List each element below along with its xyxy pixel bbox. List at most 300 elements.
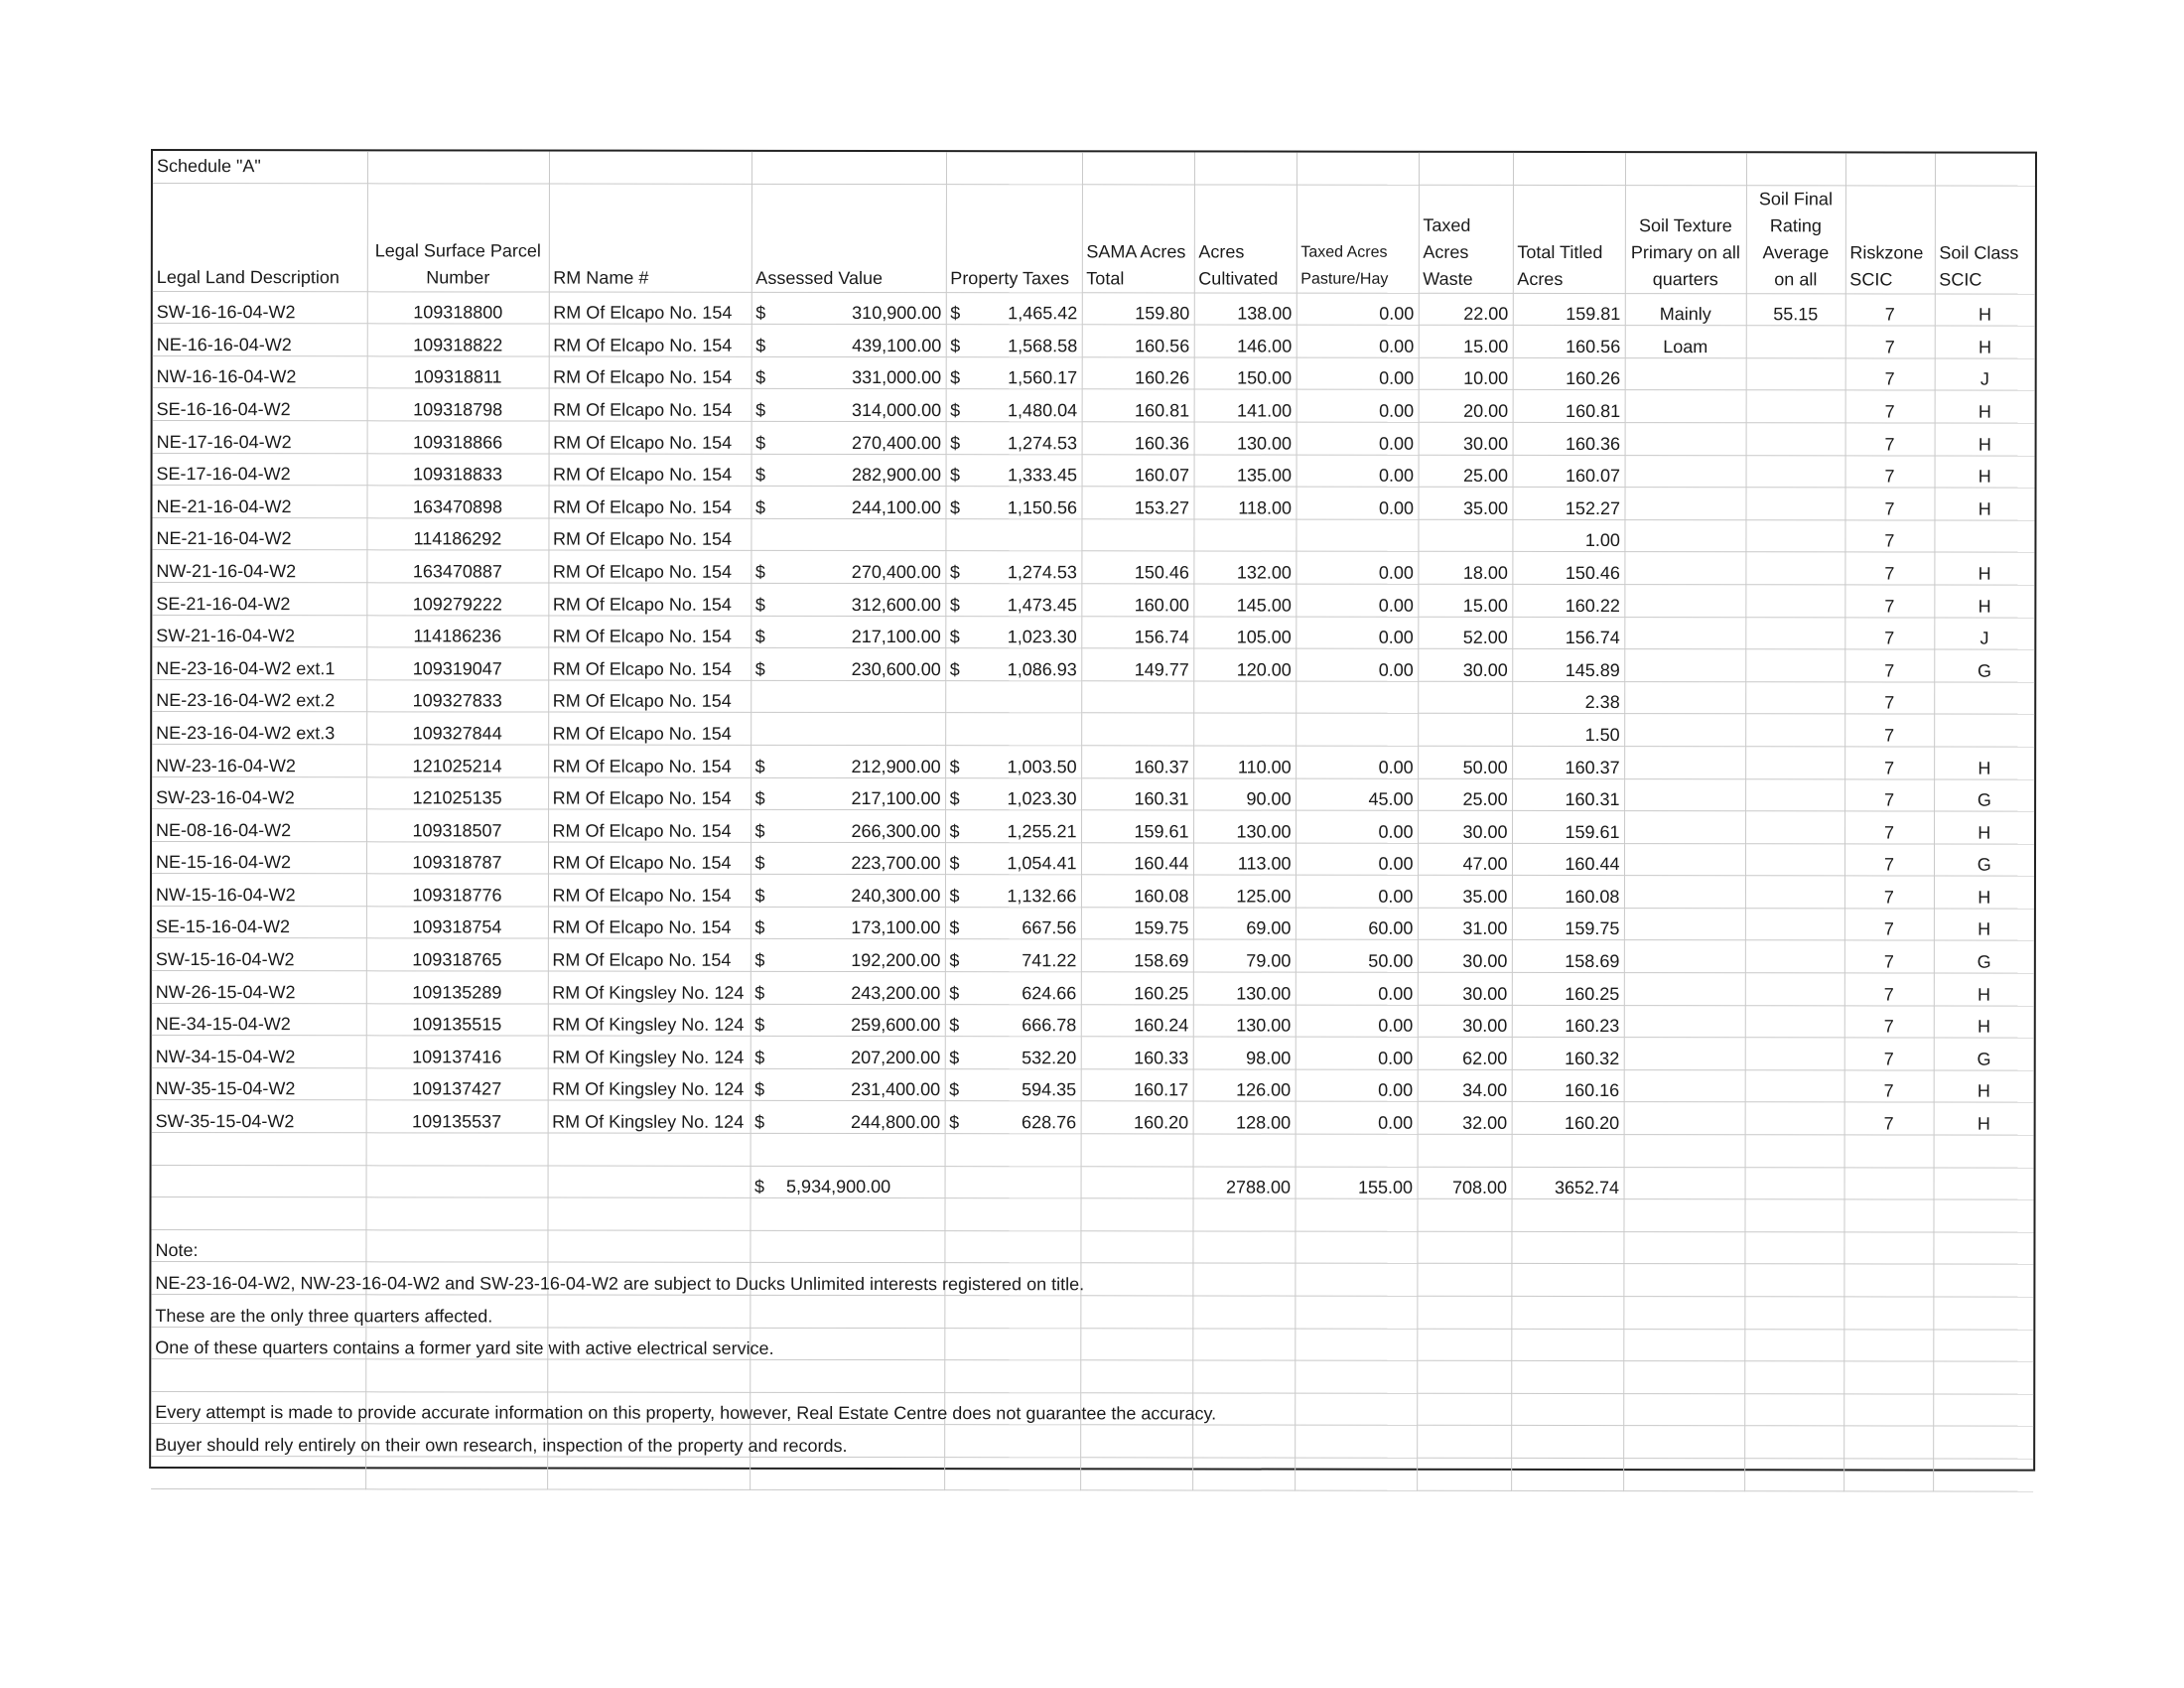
empty-cell — [1623, 1264, 1744, 1297]
cell-rm-name: RM Of Elcapo No. 154 — [548, 939, 751, 972]
amount: 1,274.53 — [1007, 562, 1077, 583]
cell-soil-class: H — [1934, 1070, 2034, 1103]
cell-pasture: 0.00 — [1296, 617, 1418, 649]
cell-riskzone: 7 — [1845, 455, 1935, 488]
cell-taxes — [945, 907, 1081, 939]
cell-assessed — [751, 1037, 945, 1069]
empty-cell — [547, 1457, 750, 1489]
cell-sama: 160.00 — [1081, 584, 1193, 617]
currency-symbol: $ — [754, 982, 765, 1003]
money-value — [755, 594, 941, 615]
table-row — [152, 1067, 2034, 1102]
cell-cultivated: 130.00 — [1193, 1005, 1296, 1038]
amount: 212,900.00 — [851, 756, 941, 776]
empty-cell — [1080, 1198, 1192, 1231]
cell-riskzone: 7 — [1844, 876, 1934, 909]
empty-cell — [548, 1133, 751, 1166]
cell-assessed — [751, 356, 946, 389]
cell-taxes — [945, 487, 1081, 519]
empty-cell — [1511, 1264, 1623, 1297]
empty-cell — [1844, 1168, 1934, 1200]
empty-cell — [750, 1230, 944, 1263]
money-value — [755, 400, 941, 421]
cell-parcel: 109318765 — [366, 938, 548, 971]
empty-cell — [1744, 1394, 1843, 1427]
empty-cell — [547, 1230, 750, 1263]
cell-pasture: 0.00 — [1297, 293, 1419, 326]
empty-cell — [1843, 1426, 1933, 1459]
money-value — [950, 433, 1077, 454]
empty-cell — [1192, 1458, 1295, 1490]
cell-rm-name: RM Of Kingsley No. 124 — [548, 1068, 751, 1101]
cell-waste: 22.00 — [1419, 293, 1513, 326]
cell-pasture: 0.00 — [1296, 810, 1418, 843]
cell-riskzone: 7 — [1844, 617, 1934, 649]
cell-titled: 160.44 — [1512, 843, 1624, 876]
empty-cell — [1623, 1459, 1744, 1491]
amount: 1,003.50 — [1007, 756, 1077, 776]
amount: 310,900.00 — [852, 303, 942, 324]
note-row — [151, 1327, 2033, 1361]
cell-rm-name: RM Of Kingsley No. 124 — [548, 1036, 751, 1068]
cell-soil-class: H — [1935, 423, 2035, 456]
table-row — [152, 874, 2034, 909]
note-heading: Note: — [151, 1229, 365, 1262]
empty-cell — [1744, 1361, 1843, 1394]
cell-sama: 160.37 — [1081, 746, 1193, 778]
empty-cell — [944, 1296, 1080, 1329]
empty-cell — [944, 1328, 1080, 1360]
amount: 532.20 — [1022, 1048, 1077, 1068]
header-riskzone: Riskzone SCIC — [1845, 185, 1935, 293]
table-row — [152, 712, 2034, 747]
amount: 1,568.58 — [1008, 335, 1078, 356]
cell-riskzone: 7 — [1844, 682, 1934, 715]
cell-rm-name: RM Of Elcapo No. 154 — [548, 647, 751, 680]
empty-cell — [1417, 1329, 1511, 1361]
empty-cell — [1417, 1199, 1511, 1232]
table-row — [152, 1003, 2034, 1038]
currency-symbol: $ — [755, 432, 766, 453]
money-value — [755, 367, 941, 388]
empty-cell — [1934, 1135, 2034, 1168]
cell-rating — [1745, 585, 1844, 618]
cell-soil-class: J — [1935, 358, 2035, 391]
cell-sama: 160.26 — [1082, 357, 1194, 390]
cell-titled: 156.74 — [1512, 617, 1624, 649]
cell-titled: 159.61 — [1512, 811, 1624, 844]
spacer-row — [152, 1133, 2034, 1168]
cell-assessed — [751, 454, 946, 487]
money-value — [755, 659, 941, 680]
empty-cell — [750, 1198, 944, 1231]
cell-rm-name: RM Of Elcapo No. 154 — [548, 550, 751, 583]
empty-cell — [1295, 1458, 1417, 1490]
empty-cell — [1843, 1459, 1933, 1491]
cell-titled: 2.38 — [1512, 681, 1624, 714]
cell-legal-land: SW-35-15-04-W2 — [152, 1100, 366, 1133]
cell-waste: 30.00 — [1418, 648, 1512, 681]
cell-legal-land: SE-15-16-04-W2 — [152, 906, 366, 938]
empty-cell — [1081, 1166, 1193, 1198]
cell-rm-name: RM Of Elcapo No. 154 — [548, 583, 751, 616]
currency-symbol: $ — [949, 950, 960, 971]
empty-cell — [1933, 1394, 2033, 1427]
cell-texture — [1624, 876, 1745, 909]
cell-waste — [1418, 519, 1512, 552]
cell-taxes — [945, 1101, 1081, 1134]
cell-riskzone: 7 — [1844, 585, 1934, 618]
money-value — [755, 497, 941, 518]
cell-sama — [1081, 519, 1193, 552]
cell-cultivated: 145.00 — [1193, 584, 1296, 617]
cell-titled: 160.81 — [1513, 390, 1625, 423]
cell-waste: 15.00 — [1418, 584, 1512, 617]
cell-texture: Loam — [1625, 326, 1746, 358]
cell-sama: 150.46 — [1081, 551, 1193, 584]
cell-soil-class: H — [1935, 326, 2035, 358]
cell-riskzone: 7 — [1844, 747, 1934, 779]
cell-parcel: 114186236 — [366, 615, 548, 647]
empty-cell — [750, 1360, 944, 1393]
cell-sama: 160.08 — [1081, 875, 1193, 908]
empty-cell — [1843, 1199, 1933, 1232]
empty-cell — [366, 1165, 548, 1197]
cell-rm-name: RM Of Elcapo No. 154 — [549, 388, 751, 421]
table-row — [152, 938, 2034, 973]
empty-cell — [366, 1133, 548, 1166]
cell-waste: 50.00 — [1418, 746, 1512, 778]
cell-taxes — [945, 746, 1081, 778]
cell-riskzone: 7 — [1844, 940, 1934, 973]
empty-cell — [1843, 1297, 1933, 1330]
total-cult: 2788.00 — [1193, 1167, 1296, 1199]
cell-parcel: 109327844 — [366, 712, 548, 745]
cell-pasture: 60.00 — [1296, 908, 1418, 940]
money-value — [950, 821, 1077, 842]
amount: 266,300.00 — [851, 820, 941, 841]
cell-legal-land: NE-17-16-04-W2 — [153, 420, 367, 453]
currency-symbol: $ — [949, 756, 960, 776]
disclaimer-line: Every attempt is made to provide accurate information on this property, however, Real Estate Centre does not guarantee the accuracy. — [151, 1391, 365, 1424]
cell-parcel: 109135515 — [366, 1003, 548, 1036]
currency-symbol: $ — [754, 756, 765, 776]
empty-cell — [1745, 1167, 1844, 1199]
cell-waste: 25.00 — [1419, 455, 1513, 488]
empty-cell — [1745, 1135, 1844, 1168]
money-value — [755, 627, 941, 647]
cell-waste: 31.00 — [1418, 908, 1512, 940]
spacer-row — [151, 1359, 2033, 1394]
cell-legal-land: NW-15-16-04-W2 — [152, 874, 366, 907]
cell-riskzone: 7 — [1844, 973, 1934, 1006]
note-row — [151, 1424, 2033, 1459]
empty-cell — [1511, 1199, 1623, 1232]
cell-cultivated: 141.00 — [1194, 389, 1297, 422]
money-value — [754, 886, 940, 907]
empty-cell — [1511, 1393, 1623, 1426]
cell-soil-class: H — [1934, 1102, 2034, 1135]
amount: 331,000.00 — [852, 367, 942, 388]
cell-cultivated: 150.00 — [1194, 357, 1297, 390]
cell-cultivated: 132.00 — [1193, 551, 1296, 584]
amount: 1,274.53 — [1007, 432, 1078, 453]
cell-titled: 1.00 — [1512, 519, 1624, 552]
empty-cell — [1080, 1425, 1192, 1458]
cell-rating — [1745, 747, 1844, 779]
cell-waste: 62.00 — [1418, 1038, 1512, 1070]
empty-cell — [1843, 1394, 1933, 1427]
cell-rating — [1745, 940, 1844, 973]
cell-titled: 160.25 — [1512, 972, 1624, 1005]
empty-cell — [1511, 1426, 1623, 1459]
money-value — [755, 788, 941, 809]
cell-riskzone: 7 — [1844, 1070, 1934, 1103]
cell-rm-name: RM Of Elcapo No. 154 — [549, 356, 751, 389]
cell-rm-name: RM Of Elcapo No. 154 — [548, 809, 751, 842]
cell-assessed — [751, 875, 945, 908]
amount: 594.35 — [1022, 1079, 1077, 1100]
cell-cultivated: 128.00 — [1193, 1101, 1296, 1134]
amount: 1,473.45 — [1007, 594, 1077, 615]
cell-riskzone: 7 — [1845, 326, 1935, 358]
cell-parcel: 109318507 — [366, 809, 548, 842]
amount: 173,100.00 — [851, 917, 941, 938]
spacer-row — [151, 1456, 2033, 1490]
cell-cultivated — [1193, 681, 1296, 714]
cell-texture — [1625, 423, 1746, 456]
cell-soil-class: G — [1934, 779, 2034, 812]
money-value — [754, 1079, 940, 1100]
cell-rating — [1745, 1038, 1844, 1070]
cell-cultivated: 90.00 — [1193, 777, 1296, 810]
cell-sama: 160.17 — [1081, 1069, 1193, 1102]
amount: 666.78 — [1022, 1015, 1077, 1036]
table-row — [152, 582, 2034, 617]
empty-cell — [1080, 1328, 1192, 1360]
cell-texture — [1624, 519, 1745, 552]
currency-symbol: $ — [754, 1177, 765, 1197]
cell-assessed — [751, 647, 945, 680]
money-value — [755, 821, 941, 842]
cell-texture — [1624, 617, 1745, 649]
money-value — [950, 367, 1077, 388]
empty-cell — [1933, 1264, 2033, 1297]
cell-pasture: 0.00 — [1296, 746, 1418, 778]
cell-sama: 160.33 — [1081, 1037, 1193, 1069]
cell-titled: 160.56 — [1513, 326, 1625, 358]
amount: 270,400.00 — [851, 561, 941, 583]
empty-cell — [1623, 1297, 1744, 1330]
cell-assessed — [751, 421, 946, 454]
cell-soil-class: H — [1934, 747, 2034, 779]
currency-symbol: $ — [950, 367, 961, 388]
cell-rm-name: RM Of Elcapo No. 154 — [548, 712, 751, 745]
money-value — [949, 1080, 1076, 1101]
header-legal-land: Legal Land Description — [153, 183, 367, 291]
empty-cell — [1623, 1393, 1744, 1426]
currency-symbol: $ — [754, 787, 765, 808]
header-row — [153, 183, 2035, 294]
money-value — [754, 983, 940, 1004]
cell-legal-land: NE-08-16-04-W2 — [152, 809, 366, 842]
currency-symbol: $ — [754, 658, 765, 679]
cell-texture — [1624, 908, 1745, 940]
cell-assessed — [751, 583, 945, 616]
cell-titled: 160.16 — [1512, 1069, 1624, 1102]
empty-cell — [1192, 1231, 1295, 1264]
cell-assessed — [751, 325, 946, 357]
cell-texture: Mainly — [1625, 293, 1746, 326]
empty-cell — [1295, 1329, 1417, 1361]
currency-symbol: $ — [754, 917, 765, 938]
cell-taxes — [945, 616, 1081, 648]
empty-cell — [1933, 1361, 2033, 1394]
money-value — [754, 1048, 940, 1068]
cell-taxes — [946, 454, 1082, 487]
cell-sama: 159.61 — [1081, 810, 1193, 843]
cell-texture — [1625, 455, 1746, 488]
cell-rm-name: RM Of Kingsley No. 124 — [548, 1004, 751, 1037]
currency-symbol: $ — [755, 465, 766, 486]
cell-legal-land: NW-16-16-04-W2 — [153, 355, 367, 388]
money-value — [949, 918, 1076, 939]
cell-soil-class: H — [1934, 909, 2034, 941]
empty-cell — [1744, 1199, 1843, 1232]
empty-cell — [1192, 1425, 1295, 1458]
cell-rm-name: RM Of Elcapo No. 154 — [548, 907, 751, 939]
empty-cell — [1192, 1263, 1295, 1296]
amount: 192,200.00 — [851, 950, 941, 971]
empty-cell — [1417, 1231, 1511, 1264]
cell-texture — [1624, 1038, 1745, 1070]
currency-symbol: $ — [949, 658, 960, 679]
cell-taxes — [945, 875, 1081, 908]
cell-rating — [1746, 455, 1845, 488]
empty-cell — [1295, 1198, 1417, 1231]
empty-cell — [944, 1458, 1080, 1490]
cell-waste: 30.00 — [1419, 422, 1513, 455]
cell-rm-name: RM Of Elcapo No. 154 — [548, 745, 751, 777]
amount: 1,560.17 — [1008, 367, 1078, 388]
cell-parcel: 109318798 — [367, 388, 549, 421]
cell-sama: 160.36 — [1082, 422, 1194, 455]
cell-soil-class: H — [1935, 390, 2035, 423]
table-row — [152, 517, 2034, 552]
cell-assessed — [751, 971, 945, 1004]
table-row — [153, 388, 2035, 423]
currency-symbol: $ — [950, 303, 961, 324]
cell-legal-land: NE-34-15-04-W2 — [152, 1003, 366, 1036]
cell-assessed — [751, 842, 945, 875]
cell-sama: 160.07 — [1082, 454, 1194, 487]
cell-cultivated: 118.00 — [1193, 487, 1296, 519]
amount: 207,200.00 — [851, 1047, 941, 1067]
currency-symbol: $ — [754, 949, 765, 970]
cell-parcel: 121025135 — [366, 776, 548, 809]
cell-waste: 35.00 — [1418, 487, 1512, 519]
header-assessed: Assessed Value — [751, 184, 946, 292]
cell-sama: 153.27 — [1081, 487, 1193, 519]
table-row — [152, 971, 2034, 1006]
amount: 1,132.66 — [1007, 886, 1077, 907]
cell-riskzone: 7 — [1844, 1006, 1934, 1039]
cell-assessed — [751, 518, 945, 551]
cell-soil-class: H — [1934, 973, 2034, 1006]
cell-texture — [1624, 681, 1745, 714]
currency-symbol: $ — [949, 496, 961, 517]
cell-cultivated: 98.00 — [1193, 1037, 1296, 1069]
money-value — [755, 562, 941, 583]
header-cultivated: Acres Cultivated — [1194, 185, 1297, 293]
cell-cultivated: 69.00 — [1193, 908, 1296, 940]
cell-taxes — [945, 972, 1081, 1005]
header-taxes: Property Taxes — [946, 184, 1082, 292]
cell-riskzone: 7 — [1844, 778, 1934, 811]
cell-pasture: 0.00 — [1296, 584, 1418, 617]
cell-rm-name: RM Of Kingsley No. 124 — [548, 971, 751, 1004]
cell-legal-land: NW-34-15-04-W2 — [152, 1036, 366, 1068]
empty-cell — [1843, 1329, 1933, 1361]
cell-rating — [1745, 519, 1844, 552]
cell-sama: 160.31 — [1081, 777, 1193, 810]
money-value — [754, 1015, 940, 1036]
cell-waste: 35.00 — [1418, 876, 1512, 909]
cell-texture — [1624, 1005, 1745, 1038]
table-row — [152, 906, 2034, 940]
note-row — [151, 1262, 2033, 1297]
cell-rm-name: RM Of Elcapo No. 154 — [549, 454, 751, 487]
cell-rm-name: RM Of Elcapo No. 154 — [548, 616, 751, 648]
schedule-title: Schedule "A" — [153, 151, 367, 183]
cell-rating — [1745, 617, 1844, 649]
cell-soil-class: G — [1934, 940, 2034, 973]
empty-cell — [365, 1230, 547, 1263]
cell-taxes — [946, 325, 1082, 357]
cell-texture — [1624, 714, 1745, 747]
cell-cultivated: 110.00 — [1193, 746, 1296, 778]
cell-pasture: 0.00 — [1297, 422, 1419, 455]
empty-cell — [1933, 1459, 2033, 1491]
empty-cell — [1744, 1426, 1843, 1459]
cell-assessed — [751, 389, 946, 422]
empty-cell — [1192, 1360, 1295, 1393]
money-value — [950, 562, 1077, 583]
cell-parcel: 163470898 — [366, 486, 548, 518]
empty-cell — [1080, 1263, 1192, 1296]
table-row — [153, 420, 2035, 455]
amount: 1,023.30 — [1007, 627, 1077, 647]
cell-taxes — [945, 551, 1081, 584]
currency-symbol: $ — [754, 1047, 765, 1067]
cell-sama: 160.44 — [1081, 842, 1193, 875]
table-row — [152, 744, 2034, 778]
cell-soil-class: H — [1935, 294, 2035, 327]
cell-riskzone: 7 — [1844, 844, 1934, 877]
empty-cell — [1843, 1232, 1933, 1265]
spacer-row — [151, 1197, 2033, 1232]
cell-titled: 152.27 — [1512, 488, 1624, 520]
cell-sama: 159.80 — [1082, 292, 1194, 325]
money-value — [950, 659, 1077, 680]
cell-soil-class: H — [1935, 456, 2035, 489]
cell-legal-land: NE-23-16-04-W2 ext.2 — [152, 679, 366, 712]
cell-sama: 160.56 — [1082, 325, 1194, 357]
cell-titled: 158.69 — [1512, 940, 1624, 973]
empty-cell — [1295, 1425, 1417, 1458]
cell-titled: 160.20 — [1512, 1102, 1624, 1135]
cell-sama: 156.74 — [1081, 616, 1193, 648]
